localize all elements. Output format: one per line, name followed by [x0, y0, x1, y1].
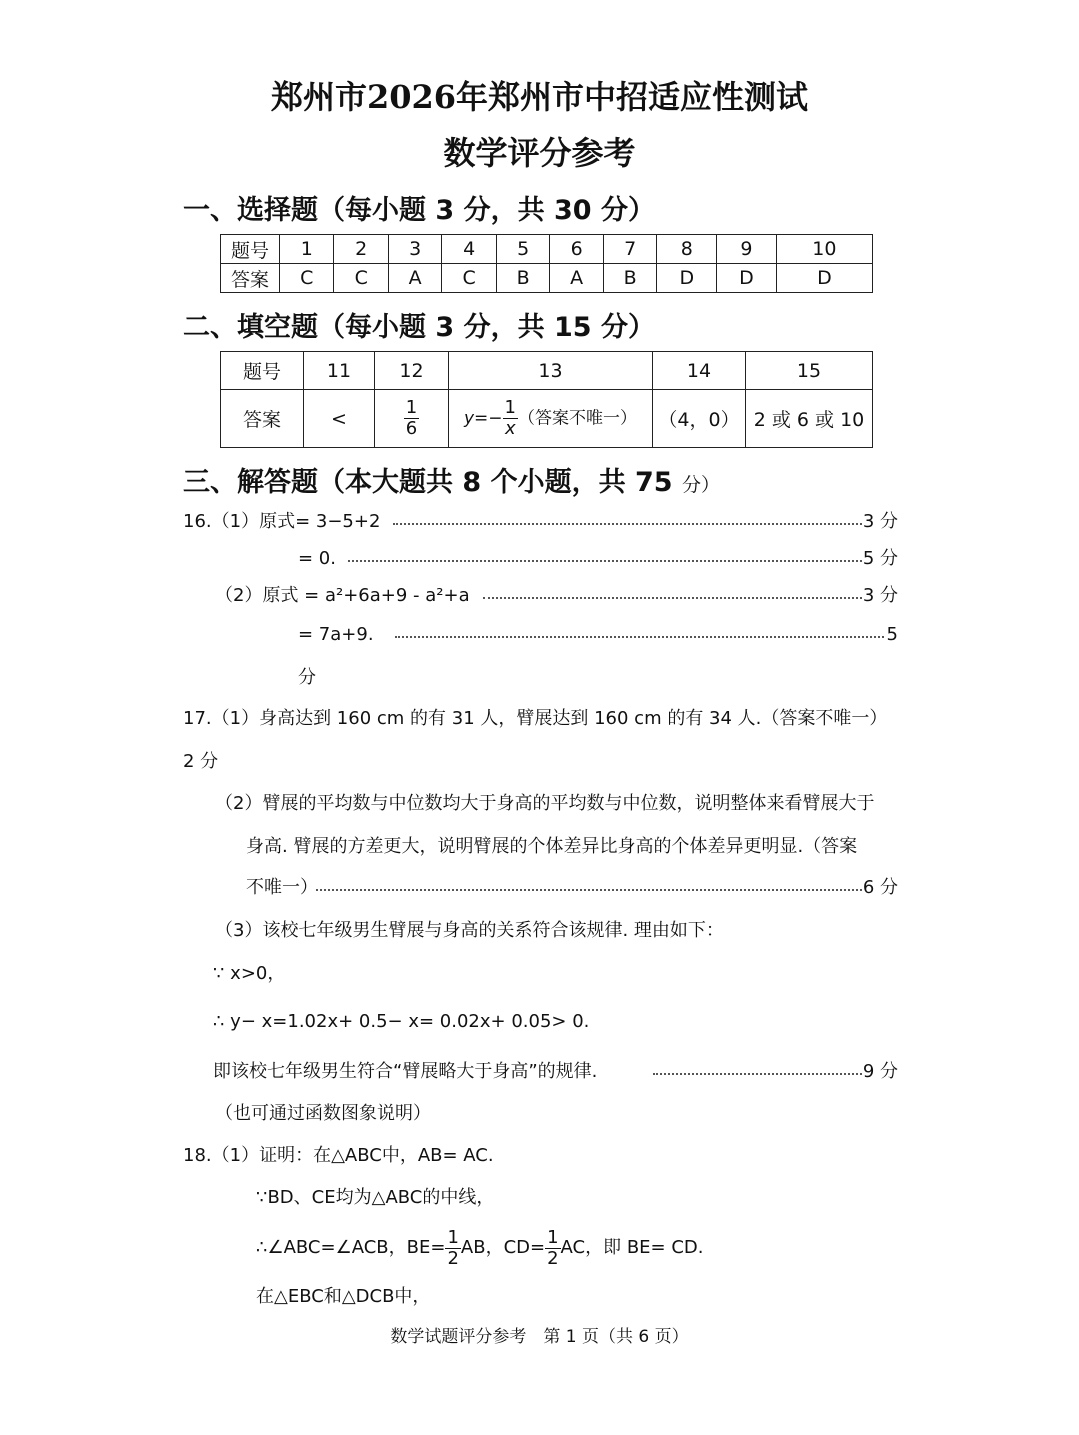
q-num: 2 — [334, 235, 388, 264]
answer-cell: B — [603, 264, 657, 293]
fill-answer-table — [220, 351, 873, 448]
q17-line-8: ∴ y− x=1.02x+ 0.5− x= 0.02x+ 0.05> 0. — [213, 1011, 590, 1032]
q-num: 5 — [496, 235, 550, 264]
q-num: 11 — [304, 352, 375, 390]
q18-line-2: ∵BD、CE均为△ABC的中线， — [256, 1187, 495, 1208]
q17-line-2: 2 分 — [183, 751, 219, 772]
answer-cell: D — [657, 264, 717, 293]
q-num: 8 — [657, 235, 717, 264]
q-num: 14 — [653, 352, 746, 390]
section-1-title: 一、选择题（每小题 3 分，共 30 分） — [183, 195, 655, 226]
q16-line-5: 分 — [298, 667, 316, 688]
answer-cell: D — [776, 264, 872, 293]
q16-line-3: （2）原式 = a²+6a+9 - a²+a 3 分 — [183, 581, 898, 611]
q18-line-1: 18.（1）证明：在△ABC中，AB= AC. — [183, 1145, 494, 1166]
page-footer: 数学试题评分参考 第 1 页（共 6 页） — [390, 1327, 689, 1347]
row-label: 答案 — [221, 264, 280, 293]
q-num: 4 — [442, 235, 496, 264]
q17-line-1: 17.（1）身高达到 160 cm 的有 31 人，臂展达到 160 cm 的有 34 人.（答案不唯一） — [183, 708, 888, 729]
table-row — [221, 235, 873, 264]
q16-line-2: = 0. 5 分 — [183, 544, 898, 574]
answer-cell: 2 或 6 或 10 — [746, 390, 873, 448]
fraction: $\frac{1}{6}$ — [405, 397, 418, 439]
dot-leader — [483, 581, 862, 599]
q17-line-9: 即该校七年级男生符合“臂展略大于身高”的规律. 9 分 — [213, 1057, 898, 1087]
q-num: 9 — [717, 235, 777, 264]
answer-cell: < — [304, 390, 375, 448]
q17-line-10: （也可通过函数图象说明） — [215, 1103, 431, 1124]
q-num: 13 — [449, 352, 653, 390]
answer-cell: A — [550, 264, 603, 293]
q-num: 6 — [550, 235, 603, 264]
fraction: $\frac{1}{2}$ — [547, 1226, 559, 1269]
answer-cell — [375, 390, 449, 448]
answer-cell: C — [280, 264, 334, 293]
fraction: $\frac{1}{x}$ — [504, 397, 516, 439]
q-num: 12 — [375, 352, 449, 390]
choice-answer-table — [220, 234, 873, 293]
q-num: 3 — [388, 235, 441, 264]
section-3-title: 三、解答题（本大题共 8 个小题，共 75 分） — [183, 467, 720, 498]
q18-line-3: ∴∠ABC=∠ACB，BE= $\frac{1}{2}$ AB，CD= $\frac{1}{2}$ AC，即 BE= CD. — [256, 1226, 704, 1269]
q-num: 1 — [280, 235, 334, 264]
answer-cell: D — [717, 264, 777, 293]
q-num: 10 — [776, 235, 872, 264]
row-label: 答案 — [221, 390, 304, 448]
q17-line-3: （2）臂展的平均数与中位数均大于身高的平均数与中位数，说明整体来看臂展大于 — [215, 793, 875, 814]
table-row — [221, 352, 873, 390]
q-num: 7 — [603, 235, 657, 264]
dot-leader — [393, 507, 862, 525]
page-title: 郑州市2026年郑州市中招适应性测试 — [270, 78, 809, 116]
q17-line-6: （3）该校七年级男生臂展与身高的关系符合该规律. 理由如下： — [215, 920, 724, 941]
answer-cell: y=− $\frac{1}{x}$ （答案不唯一） — [449, 390, 653, 448]
section-2-title: 二、填空题（每小题 3 分，共 15 分） — [183, 312, 655, 343]
dot-leader — [653, 1057, 862, 1075]
page-subtitle: 数学评分参考 — [443, 134, 636, 172]
dot-leader — [348, 544, 862, 562]
q16-line-1: 16.（1）原式= 3−5+2 3 分 — [183, 507, 898, 537]
q18-line-4: 在△EBC和△DCB中， — [256, 1286, 431, 1307]
q17-line-4: 身高. 臂展的方差更大，说明臂展的个体差异比身高的个体差异更明显.（答案 — [246, 836, 858, 857]
row-label: 题号 — [221, 352, 304, 390]
row-label: 题号 — [221, 235, 280, 264]
table-row — [221, 390, 873, 448]
dot-leader — [395, 620, 884, 638]
answer-cell: C — [334, 264, 388, 293]
table-row — [221, 264, 873, 293]
answer-cell: C — [442, 264, 496, 293]
q16-line-4: = 7a+9. 5 — [183, 620, 898, 650]
fraction: $\frac{1}{2}$ — [447, 1226, 459, 1269]
q17-line-7: ∵ x>0， — [213, 963, 286, 984]
dot-leader — [316, 873, 862, 891]
q17-line-5: 不唯一） 6 分 — [246, 873, 898, 903]
answer-cell: A — [388, 264, 441, 293]
answer-cell: B — [496, 264, 550, 293]
answer-cell: （4，0） — [653, 390, 746, 448]
q-num: 15 — [746, 352, 873, 390]
